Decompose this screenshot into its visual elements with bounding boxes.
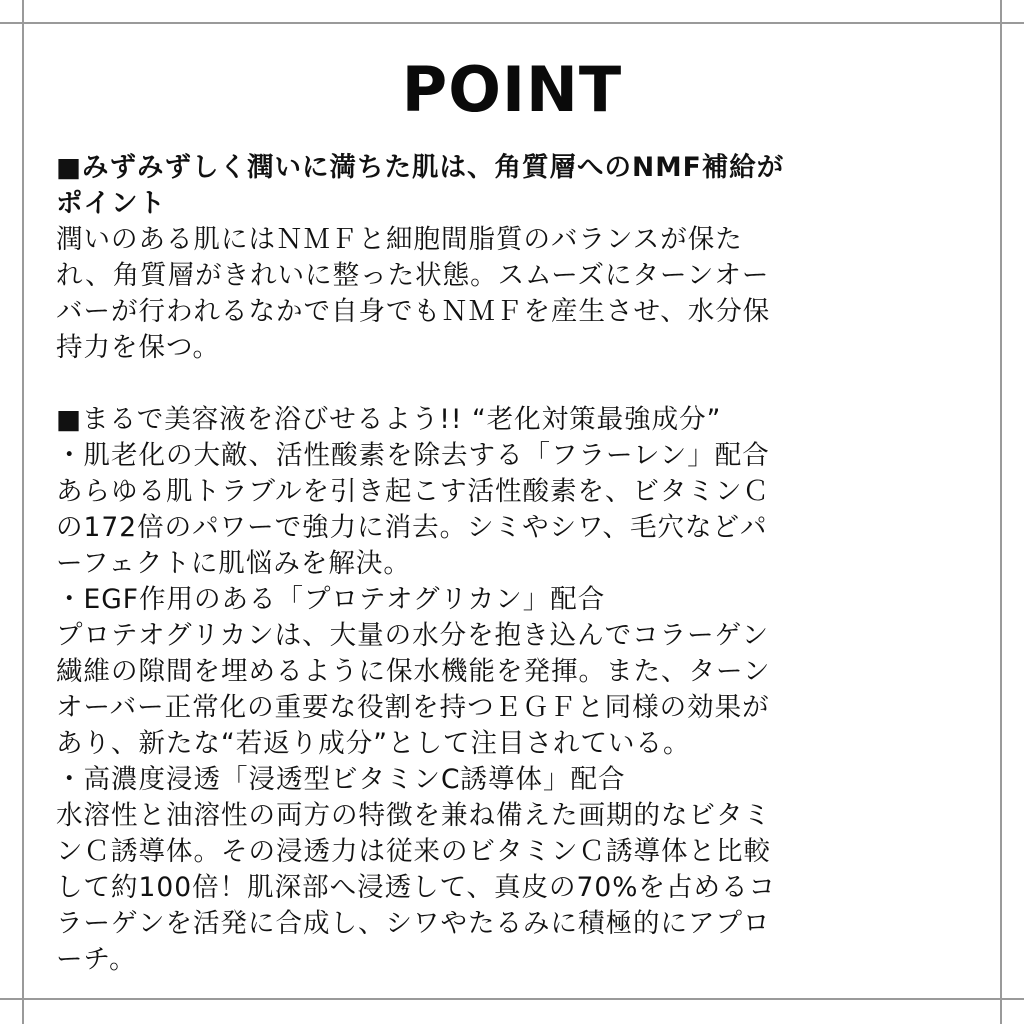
section-heading-ingredients: ■まるで美容液を浴びせるよう!! “老化対策最強成分” <box>56 404 722 435</box>
ingredient-body-line: あり、新たな“若返り成分”として注目されている。 <box>56 728 691 759</box>
section-nmf <box>56 150 956 366</box>
ingredient-body-line: ラーゲンを活発に合成し、シワやたるみに積極的にアプロ <box>56 908 771 939</box>
ingredient-body-line: オーバー正常化の重要な役割を持つＥＧＦと同様の効果が <box>56 692 770 723</box>
ingredient-heading-fullerene: ・肌老化の大敵、活性酸素を除去する「フラーレン」配合 <box>56 440 770 471</box>
frame-line-top <box>0 22 1024 24</box>
page-title: POINT <box>401 53 623 126</box>
ingredient-body-line: 水溶性と油溶性の両方の特徴を兼ね備えた画期的なビタミ <box>56 800 771 831</box>
section-body-line: バーが行われるなかで自身でもＮＭＦを産生させ、水分保 <box>56 296 771 327</box>
section-body-line: 潤いのある肌にはＮＭＦと細胞間脂質のバランスが保た <box>56 224 743 255</box>
ingredient-heading-proteoglycan: ・EGF作用のある「プロテオグリカン」配合 <box>56 584 606 615</box>
ingredient-body-line: プロテオグリカンは、大量の水分を抱き込んでコラーゲン <box>56 620 770 651</box>
ingredient-body-line: 繊維の隙間を埋めるように保水機能を発揮。また、ターン <box>56 656 771 687</box>
frame-line-left <box>22 0 24 1024</box>
point-content <box>56 150 956 978</box>
ingredient-body-line: あらゆる肌トラブルを引き起こす活性酸素を、ビタミンＣ <box>56 476 770 507</box>
ingredient-body-line: ンＣ誘導体。その浸透力は従来のビタミンＣ誘導体と比較 <box>56 836 771 867</box>
ingredient-body-line: ーフェクトに肌悩みを解決。 <box>56 548 411 579</box>
frame-line-right <box>1000 0 1002 1024</box>
section-ingredients <box>56 402 956 978</box>
section-body-line: れ、角質層がきれいに整った状態。スムーズにターンオー <box>56 260 770 291</box>
section-spacer <box>56 366 956 402</box>
section-body-line: 持力を保つ。 <box>56 332 220 363</box>
ingredient-body-line: して約100倍！肌深部へ浸透して、真皮の70%を占めるコ <box>56 872 776 903</box>
ingredient-body-line: の172倍のパワーで強力に消去。シミやシワ、毛穴などパ <box>56 512 768 543</box>
ingredient-heading-vitamin-c: ・高濃度浸透「浸透型ビタミンC誘導体」配合 <box>56 764 626 795</box>
ingredient-body-line: ーチ。 <box>56 944 137 975</box>
frame-line-bottom <box>0 998 1024 1000</box>
section-heading-nmf-line-2: ポイント <box>56 188 166 219</box>
section-heading-nmf-line-1: ■みずみずしく潤いに満ちた肌は、角質層へのNMF補給が <box>56 152 785 183</box>
